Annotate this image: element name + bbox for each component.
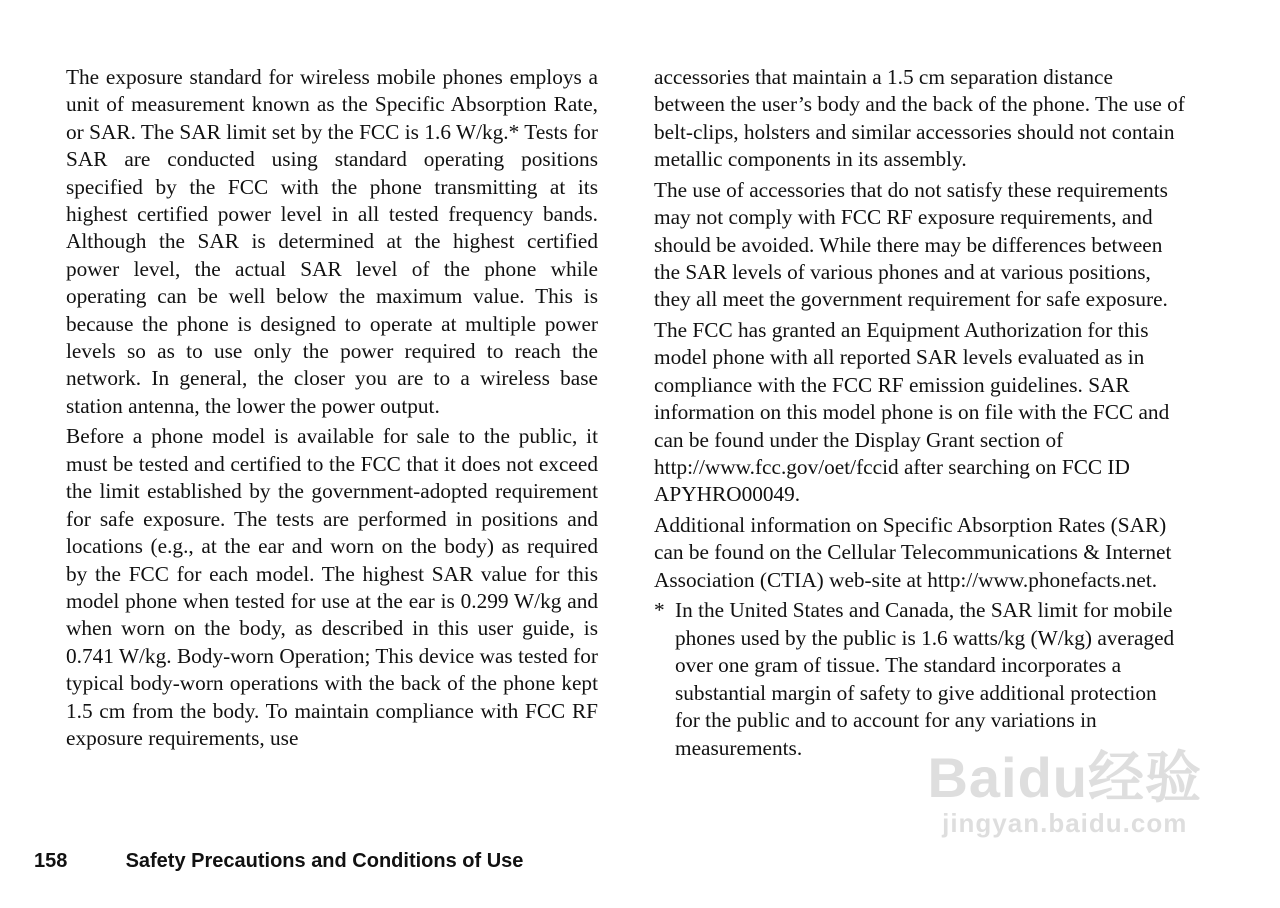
paragraph-equipment-authorization: The FCC has granted an Equipment Authorization for this model phone with all reported SAR levels evaluated as in compliance with the FCC RF emission guidelines. SAR information on this model phone is on file with the FCC and can be found under the Display Grant section of http://www.fcc.gov/oet/fccid after searching on FCC ID APYHRO00049. [654, 318, 1170, 507]
watermark-url: jingyan.baidu.com [942, 808, 1188, 838]
watermark-logo: Baidu经验 [927, 746, 1202, 809]
footnote-marker: * [654, 598, 665, 623]
section-title: Safety Precautions and Conditions of Use [125, 850, 524, 872]
paragraph-certification: Before a phone model is available for sale to the public, it must be tested and certified to the FCC that it does not exceed the limit established by the government-adopted requirement for safe exposure. The tests are performed in positions and locations (e.g., at the ear and worn on the body) as required by the FCC for each model. The highest SAR value for this model phone when tested for use at the ear is 0.299 W/kg and when worn on the body, as described in this user guide, is 0.741 W/kg. Body-worn Operation; This device was tested for typical body-worn operations with the back of the phone kept 1.5 cm from the body. To maintain compliance with FCC RF exposure requirements, use [66, 424, 598, 750]
paragraph-accessory-compliance: The use of accessories that do not satisfy these requirements may not comply with FCC RF exposure requirements, and should be avoided. While there may be differences between the SAR levels of various phones and at various positions, they all meet the government requirement for safe exposure. [654, 177, 1168, 312]
right-column [654, 64, 1186, 765]
left-column [66, 64, 598, 756]
watermark [927, 748, 1202, 838]
paragraph-additional-info: Additional information on Specific Absorption Rates (SAR) can be found on the Cellular Telecommunications & Internet Association (CTIA) web-site at http://www.phonefacts.net. [654, 513, 1172, 592]
paragraph-sar-standard: The exposure standard for wireless mobile phones employs a unit of measurement known as the Specific Absorption Rate, or SAR. The SAR limit set by the FCC is 1.6 W/kg.* Tests for SAR are conducted using standard operating positions specified by the FCC with the phone transmitting at its highest certified power level in all tested frequency bands. Although the SAR is determined at the highest certified power level, the actual SAR level of the phone while operating can be well below the maximum value. This is because the phone is designed to operate at multiple power levels so as to use only the power required to reach the network. In general, the closer you are to a wireless base station antenna, the lower the power output. [66, 65, 598, 418]
page-footer [34, 850, 523, 873]
paragraph-accessories: accessories that maintain a 1.5 cm separation distance between the user’s body and the back of the phone. The use of belt-clips, holsters and similar accessories should not contain metallic components in its assembly. [654, 65, 1185, 172]
footnote [654, 597, 1186, 761]
footnote-text: In the United States and Canada, the SAR limit for mobile phones used by the public is 1.6 watts/kg (W/kg) averaged over one gram of tissue. The standard incorporates a substantial margin of safety to give additional protection for the public and to account for any variations in measurements. [675, 598, 1175, 760]
page-number: 158 [34, 850, 68, 872]
